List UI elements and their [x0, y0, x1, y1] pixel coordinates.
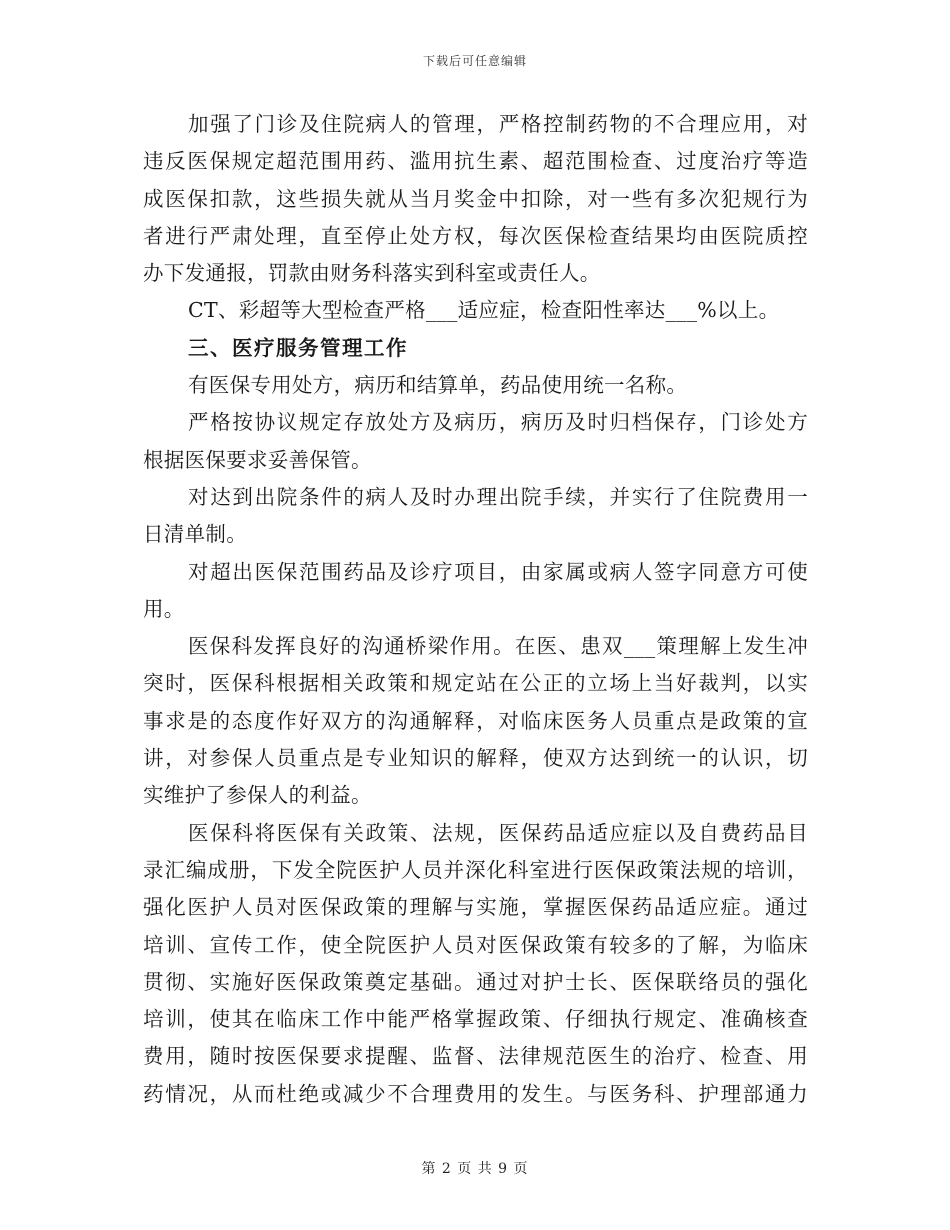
- text-line: 有医保专用处方，病历和结算单，药品使用统一名称。: [188, 373, 688, 398]
- text-line: 事求是的态度作好双方的沟通解释，对临床医务人员重点是政策的宣: [143, 708, 808, 733]
- text-line: 加强了门诊及住院病人的管理，严格控制药物的不合理应用，对: [188, 112, 808, 136]
- text-line: 日清单制。: [143, 522, 247, 547]
- text-line: 培训、宣传工作，使全院医护人员对医保政策有较多的了解，为临床: [143, 932, 808, 957]
- text-line: 违反医保规定超范围用药、滥用抗生素、超范围检查、过度治疗等造: [143, 149, 808, 174]
- text-line: 培训，使其在临床工作中能严格掌握政策、仔细执行规定、准确核查: [143, 1007, 808, 1032]
- text-line: CT、彩超等大型检查严格___适应症，检查阳性率达___%以上。: [188, 298, 780, 323]
- text-line: 严格按协议规定存放处方及病历，病历及时归档保存，门诊处方: [188, 410, 808, 435]
- text-line: 根据医保要求妥善保管。: [143, 447, 372, 472]
- text-line: 医保科将医保有关政策、法规，医保药品适应症以及自费药品目: [188, 820, 808, 845]
- text-line: 费用，随时按医保要求提醒、监督、法律规范医生的治疗、检查、用: [143, 1044, 808, 1069]
- text-line: 实维护了参保人的利益。: [143, 783, 372, 808]
- document-body: [143, 106, 808, 1113]
- page-number: 第 2 页 共 9 页: [421, 1161, 529, 1177]
- text-line: 讲，对参保人员重点是专业知识的解释，使双方达到统一的认识，切: [143, 746, 808, 771]
- text-line: 药情况，从而杜绝或减少不合理费用的发生。与医务科、护理部通力: [143, 1081, 808, 1106]
- text-line: 医保科发挥良好的沟通桥梁作用。在医、患双___策理解上发生冲: [188, 634, 808, 659]
- section-heading: 三、医疗服务管理工作: [188, 335, 408, 360]
- text-line: 贯彻、实施好医保政策奠定基础。通过对护士长、医保联络员的强化: [143, 969, 808, 994]
- text-line: 办下发通报，罚款由财务科落实到科室或责任人。: [143, 261, 601, 286]
- text-line: 者进行严肃处理，直至停止处方权，每次医保检查结果均由医院质控: [143, 223, 808, 248]
- text-line: 录汇编成册，下发全院医护人员并深化科室进行医保政策法规的培训，: [143, 857, 808, 882]
- text-line: 强化医护人员对医保政策的理解与实施，掌握医保药品适应症。通过: [143, 895, 808, 920]
- text-line: 对超出医保范围药品及诊疗项目，由家属或病人签字同意方可使: [188, 559, 808, 584]
- text-line: 对达到出院条件的病人及时办理出院手续，并实行了住院费用一: [188, 484, 808, 509]
- text-line: 用。: [143, 596, 185, 621]
- text-line: 突时，医保科根据相关政策和规定站在公正的立场上当好裁判，以实: [143, 671, 808, 696]
- text-line: 成医保扣款，这些损失就从当月奖金中扣除，对一些有多次犯规行为: [143, 186, 808, 211]
- page-header-note: 下载后可任意编辑: [422, 54, 527, 68]
